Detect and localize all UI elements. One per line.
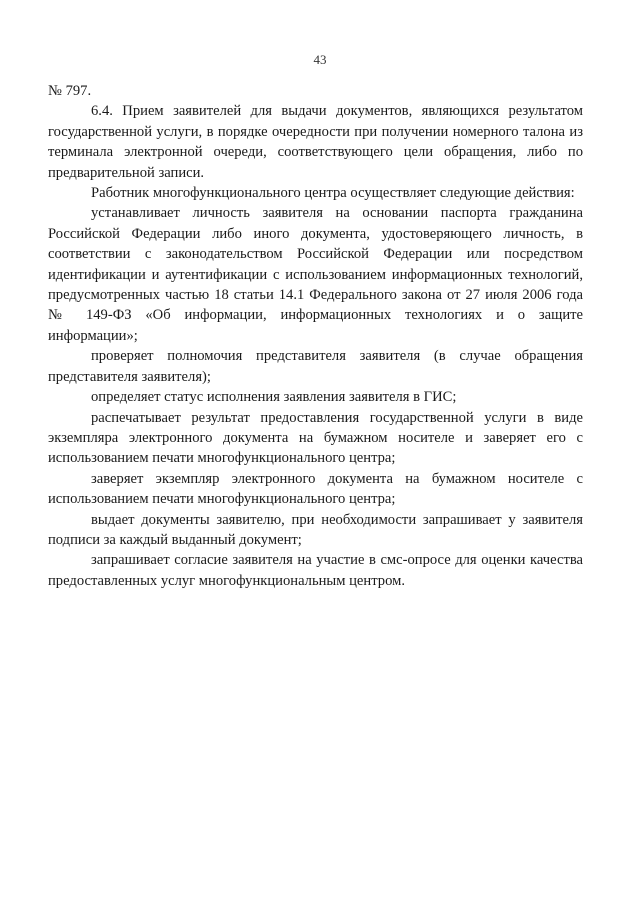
paragraph-identify-applicant: устанавливает личность заявителя на основании паспорта гражданина Российской Федерации либо иного документа, удостоверяющего личность, в соответствии с законодательством Российской Федерации или посредством идентификации и аутентификации с использованием информационных технологий, предусмотренных частью 18 статьи 14.1 Федерального закона от 27 июля 2006 года № 149-ФЗ «Об информации, информационных технологиях и о защите информации»; (48, 205, 583, 344)
paragraph-worker-actions: Работник многофункционального центра осуществляет следующие действия: (91, 185, 575, 202)
paragraph-law-number: № 797. (48, 83, 92, 99)
paragraph-print-result: распечатывает результат предоставления государственной услуги в виде экземпляра электронного документа на бумажном носителе и заверяет его с использованием печати многофункционального центра; (48, 409, 583, 467)
paragraph-issue-documents: выдает документы заявителю, при необходимости запрашивает у заявителя подписи за каждый выданный документ; (48, 511, 583, 548)
paragraph-certify-copy: заверяет экземпляр электронного документа на бумажном носителе с использованием печати многофункционального центра; (48, 470, 583, 508)
paragraph-section-6-4: 6.4. Прием заявителей для выдачи документов, являющихся результатом государственной услуги, в порядке очередности при получении номерного талона из терминала электронной очереди, соответствующего цели обращения, либо по предварительной записи. (48, 103, 583, 181)
paragraph-check-authority: проверяет полномочия представителя заявителя (в случае обращения представителя заявителя); (48, 348, 583, 385)
paragraph-request-consent: запрашивает согласие заявителя на участие в смс-опросе для оценки качества предоставленных услуг многофункциональным центром. (48, 552, 583, 589)
document-body (48, 81, 583, 591)
paragraph-determine-status: определяет статус исполнения заявления заявителя в ГИС; (91, 389, 457, 406)
page-number: 43 (313, 52, 327, 67)
